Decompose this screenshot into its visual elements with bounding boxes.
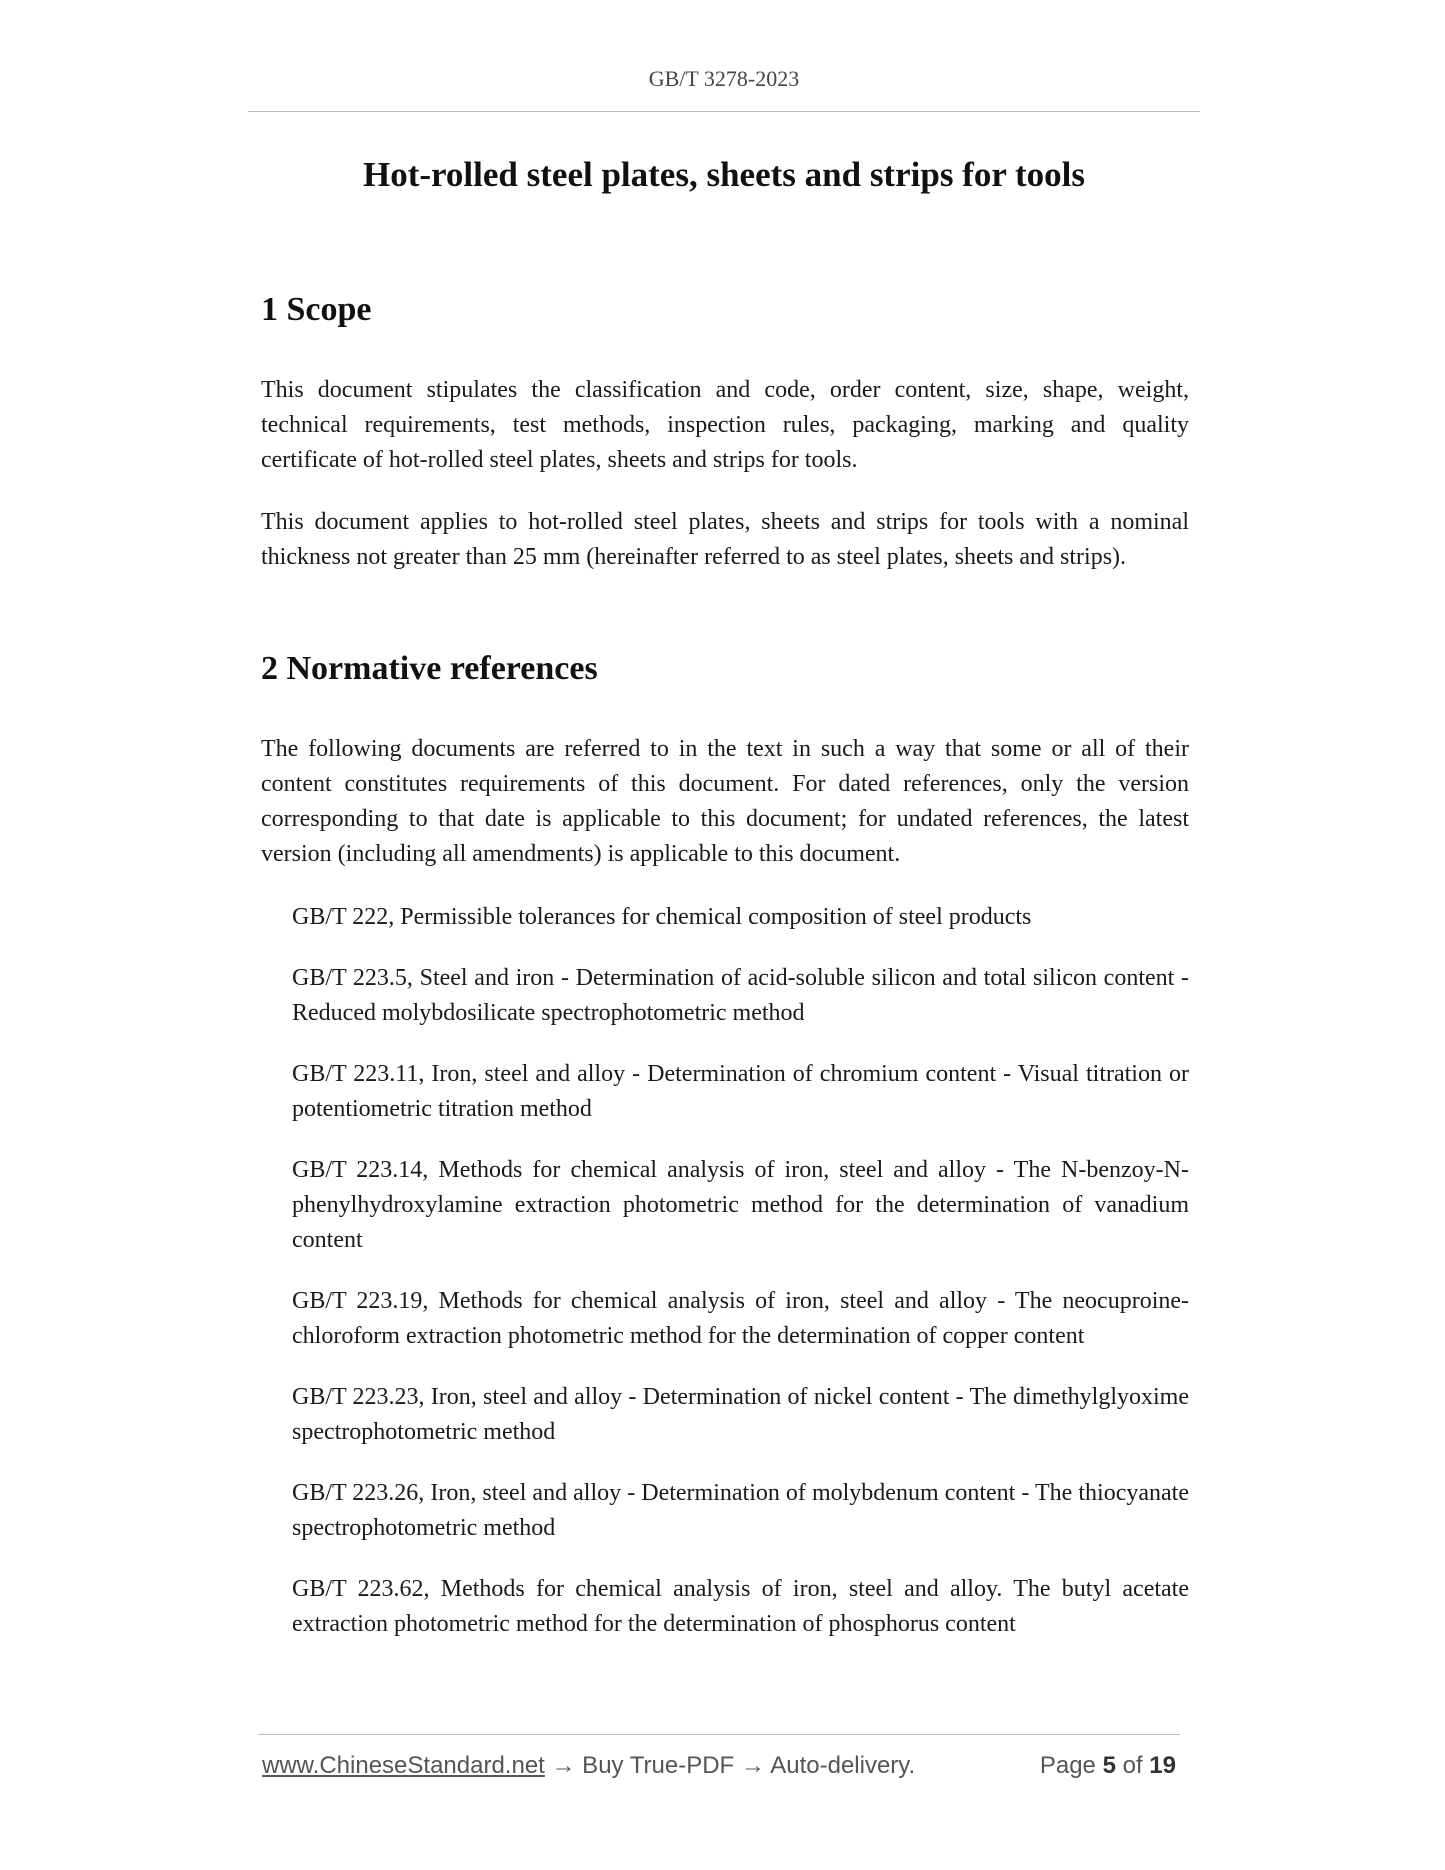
scope-paragraph-1: This document stipulates the classification and code, order content, size, shape, weight, technical requirements, test methods, inspection rules, packaging, marking and quality certificate of hot-rolled steel plates, sheets and strips for tools. xyxy=(261,377,1189,473)
scope-paragraph-2: This document applies to hot-rolled steel plates, sheets and strips for tools with a nominal thickness not greater than 25 mm (hereinafter referred to as steel plates, sheets and strips). xyxy=(261,509,1189,570)
running-header: GB/T 3278-2023 xyxy=(648,66,800,91)
footer-tagline: → Buy True-PDF → Auto-delivery. xyxy=(544,1752,916,1779)
reference-item: GB/T 223.26, Iron, steel and alloy - Determination of molybdenum content - The thiocyanate spectrophotometric method xyxy=(292,1480,1189,1541)
reference-list xyxy=(292,900,1189,1668)
website-link[interactable]: www.ChineseStandard.net xyxy=(262,1752,545,1779)
page-label: Page xyxy=(1039,1752,1096,1779)
normative-intro-paragraph: The following documents are referred to in the text in such a way that some or all of their content constitutes requirements of this document. For dated references, only the version corresponding to that date is applicable to this document; for undated references, the latest version (including all amendments) is applicable to this document. xyxy=(261,736,1189,867)
section-heading-normative-references: 2 Normative references xyxy=(261,650,598,687)
page-total: 19 xyxy=(1149,1752,1176,1779)
reference-item: GB/T 223.11, Iron, steel and alloy - Determination of chromium content - Visual titration or potentiometric titration method xyxy=(292,1061,1189,1122)
page-current: 5 xyxy=(1102,1752,1116,1779)
page-footer xyxy=(262,1752,1180,1780)
reference-item: GB/T 223.5, Steel and iron - Determination of acid-soluble silicon and total silicon content - Reduced molybdosilicate spectrophotometric method xyxy=(292,965,1189,1026)
page-indicator xyxy=(1040,1752,1176,1780)
section-heading-scope: 1 Scope xyxy=(261,291,372,328)
reference-item: GB/T 223.62, Methods for chemical analysis of iron, steel and alloy. The butyl acetate extraction photometric method for the determination of phosphorus content xyxy=(292,1576,1189,1637)
reference-item: GB/T 222, Permissible tolerances for chemical composition of steel products xyxy=(292,904,1032,930)
page-of-label: of xyxy=(1122,1752,1143,1779)
reference-item: GB/T 223.23, Iron, steel and alloy - Determination of nickel content - The dimethylglyoxime spectrophotometric method xyxy=(292,1384,1189,1445)
reference-item: GB/T 223.14, Methods for chemical analysis of iron, steel and alloy - The N-benzoy-N-phenylhydroxylamine extraction photometric method for the determination of vanadium content xyxy=(292,1157,1189,1253)
footer-divider xyxy=(258,1734,1180,1735)
reference-item: GB/T 223.19, Methods for chemical analysis of iron, steel and alloy - The neocuproine-chloroform extraction photometric method for the determination of copper content xyxy=(292,1288,1189,1349)
document-title: Hot-rolled steel plates, sheets and strips for tools xyxy=(363,155,1085,194)
header-divider xyxy=(248,111,1200,112)
